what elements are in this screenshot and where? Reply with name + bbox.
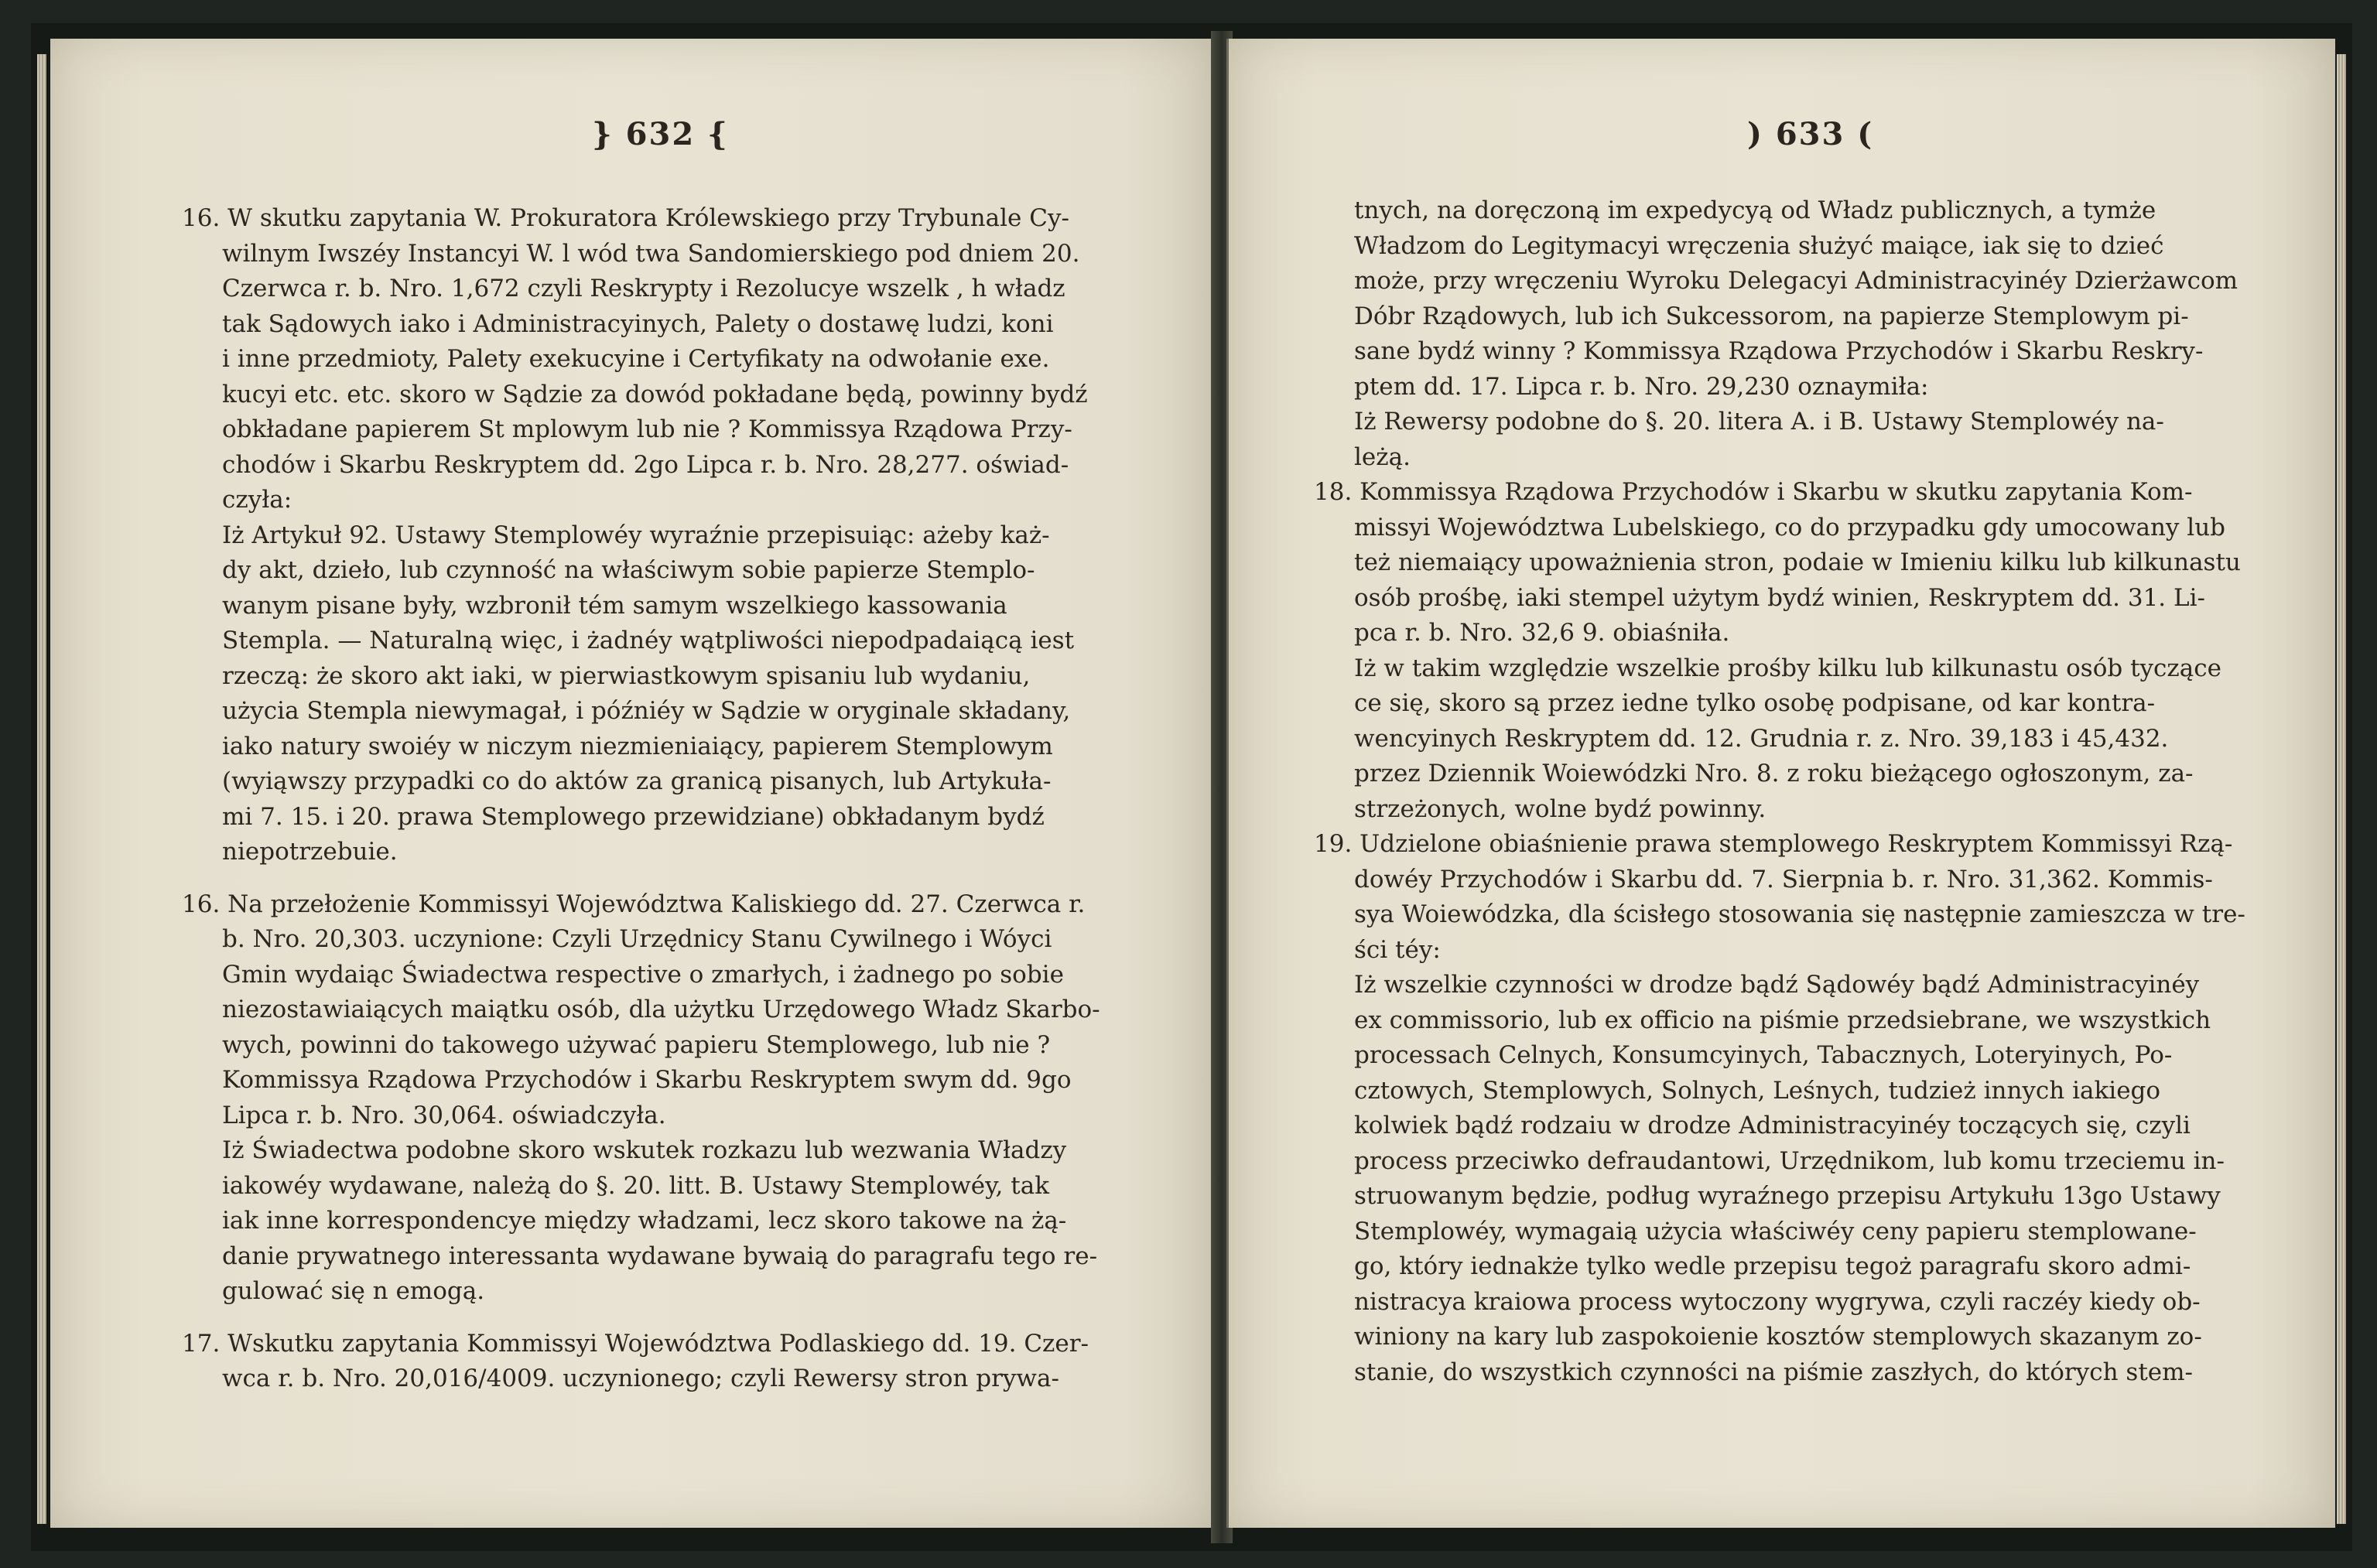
text-line: processach Celnych, Konsumcyinych, Tabacznych, Loteryinych, Po- xyxy=(1354,1041,2173,1069)
right-page xyxy=(1226,39,2335,1528)
text-line: osób prośbę, iaki stempel użytym bydź winien, Reskryptem dd. 31. Li- xyxy=(1354,583,2205,612)
text-line: struowanym będzie, podług wyraźnego przepisu Artykułu 13go Ustawy xyxy=(1354,1182,2221,1210)
text-line: przez Dziennik Woiewódzki Nro. 8. z roku bieżącego ogłoszonym, za- xyxy=(1354,760,2194,787)
text-line: missyi Województwa Lubelskiego, co do przypadku gdy umocowany lub xyxy=(1354,513,2226,541)
text-line: 17. Wskutku zapytania Kommissyi Województwa Podlaskiego dd. 19. Czer- xyxy=(182,1329,1089,1358)
text-line: wanym pisane były, wzbronił tém samym wszelkiego kassowania xyxy=(222,591,1007,620)
text-line: winiony na kary lub zaspokoienie kosztów stemplowych skazanym zo- xyxy=(1354,1323,2202,1351)
text-line: dy akt, dzieło, lub czynność na właściwym sobie papierze Stemplo- xyxy=(222,556,1035,584)
text-line: leżą. xyxy=(1354,442,1411,471)
text-line: stanie, do wszystkich czynności na piśmie zaszłych, do których stem- xyxy=(1354,1358,2194,1386)
text-line: chodów i Skarbu Reskryptem dd. 2go Lipca r. b. Nro. 28,277. oświad- xyxy=(222,450,1069,479)
book-spread xyxy=(31,23,2352,1551)
text-line: 16. Na przełożenie Kommissyi Województwa Kaliskiego dd. 27. Czerwca r. xyxy=(182,890,1086,918)
text-line: czyła: xyxy=(222,486,292,514)
text-line: Gmin wydaiąc Świadectwa respective o zmarłych, i żadnego po sobie xyxy=(222,960,1064,989)
text-line: Stemplowéy, wymagaią użycia właściwéy ceny papieru stemplowane- xyxy=(1354,1217,2197,1245)
text-line: Czerwca r. b. Nro. 1,672 czyli Reskrypty i Rezolucye wszelk , h władz xyxy=(222,275,1065,302)
text-line: ści téy: xyxy=(1354,935,1441,964)
text-line: też niemaiący upoważnienia stron, podaie w Imieniu kilku lub kilkunastu xyxy=(1354,548,2241,576)
page-edges-left xyxy=(37,54,46,1524)
text-line: cztowych, Stemplowych, Solnych, Leśnych, tudzież innych iakiego xyxy=(1354,1076,2161,1105)
text-line: i inne przedmioty, Palety exekucyine i Certyfikaty na odwołanie exe. xyxy=(222,345,1050,373)
text-line: Iż w takim względzie wszelkie prośby kilku lub kilkunastu osób tyczące xyxy=(1354,654,2221,682)
text-line: 18. Kommissya Rządowa Przychodów i Skarbu w skutku zapytania Kom- xyxy=(1314,478,2193,506)
page-number-left: } 632 { xyxy=(592,116,729,152)
text-line: ce się, skoro są przez iedne tylko osobę podpisane, od kar kontra- xyxy=(1354,689,2156,717)
text-line: Kommissya Rządowa Przychodów i Skarbu Reskryptem swym dd. 9go xyxy=(222,1066,1072,1094)
text-line: kucyi etc. etc. skoro w Sądzie za dowód pokładane będą, powinny bydź xyxy=(222,380,1088,408)
text-line: wych, powinni do takowego używać papieru Stemplowego, lub nie ? xyxy=(222,1030,1051,1059)
text-line: b. Nro. 20,303. uczynione: Czyli Urzędnicy Stanu Cywilnego i Wóyci xyxy=(222,925,1052,953)
text-line: process przeciwko defraudantowi, Urzędnikom, lub komu trzeciemu in- xyxy=(1354,1146,2225,1175)
text-line: Lipca r. b. Nro. 30,064. oświadczyła. xyxy=(222,1101,666,1129)
text-line: strzeżonych, wolne bydź powinny. xyxy=(1354,794,1767,823)
right-page-text xyxy=(1314,193,2289,1390)
text-line: sya Woiewódzka, dla ścisłego stosowania się następnie zamieszcza w tre- xyxy=(1354,900,2245,928)
text-line: pca r. b. Nro. 32,6 9. obiaśniła. xyxy=(1354,619,1730,647)
text-line: iako natury swoiéy w niczym niezmieniaiący, papierem Stemplowym xyxy=(222,732,1053,760)
text-line: tnych, na doręczoną im expedycyą od Władz publicznych, a tymże xyxy=(1354,196,2156,224)
text-line: go, który iednakże tylko wedle przepisu tegoż paragrafu skoro admi- xyxy=(1354,1252,2191,1280)
left-page-text xyxy=(182,201,1217,1397)
text-line: danie prywatnego interessanta wydawane bywaią do paragrafu tego re- xyxy=(222,1242,1098,1270)
text-line: rzeczą: że skoro akt iaki, w pierwiastkowym spisaniu lub wydaniu, xyxy=(222,661,1031,690)
text-line: kolwiek bądź rodzaiu w drodze Administracyinéy toczących się, czyli xyxy=(1354,1112,2191,1139)
text-line: użycia Stempla niewymagał, i późniéy w Sądzie w oryginale składany, xyxy=(222,697,1071,725)
text-line: ptem dd. 17. Lipca r. b. Nro. 29,230 oznaymiła: xyxy=(1354,372,1929,401)
text-line: ex commissorio, lub ex officio na piśmie przedsiebrane, we wszystkich xyxy=(1354,1006,2211,1034)
text-line: niepotrzebuie. xyxy=(222,838,398,866)
paragraph-gap xyxy=(182,1310,1217,1327)
text-line: Iż Świadectwa podobne skoro wskutek rozkazu lub wezwania Władzy xyxy=(222,1136,1067,1164)
text-line: 16. W skutku zapytania W. Prokuratora Królewskiego przy Trybunale Cy- xyxy=(182,204,1069,232)
text-line: Iż wszelkie czynności w drodze bądź Sądowéy bądź Administracyinéy xyxy=(1354,971,2200,999)
text-line: wencyinych Reskryptem dd. 12. Grudnia r. z. Nro. 39,183 i 45,432. xyxy=(1354,724,2169,753)
text-line: wilnym Iwszéy Instancyi W. l wód twa Sandomierskiego pod dniem 20. xyxy=(222,239,1080,268)
text-line: sane bydź winny ? Kommissya Rządowa Przychodów i Skarbu Reskry- xyxy=(1354,337,2204,365)
text-line: gulować się n emogą. xyxy=(222,1277,485,1305)
text-line: Stempla. — Naturalną więc, i żadnéy wątpliwości niepodpadaiącą iest xyxy=(222,627,1075,654)
text-line: niezostawiaiących maiątku osób, dla użytku Urzędowego Władz Skarbo- xyxy=(222,996,1100,1023)
text-line: (wyiąwszy przypadki co do aktów za granicą pisanych, lub Artykuła- xyxy=(222,767,1052,795)
text-line: Władzom do Legitymacyi wręczenia służyć maiące, iak się to dzieć xyxy=(1354,231,2164,260)
text-line: mi 7. 15. i 20. prawa Stemplowego przewidziane) obkładanym bydź xyxy=(222,802,1045,831)
text-line: nistracya kraiowa process wytoczony wygrywa, czyli raczéy kiedy ob- xyxy=(1354,1287,2201,1316)
text-line: Dóbr Rządowych, lub ich Sukcessorom, na papierze Stemplowym pi- xyxy=(1354,302,2189,330)
text-line: obkładane papierem St mplowym lub nie ? Kommissya Rządowa Przy- xyxy=(222,415,1072,443)
text-line: iak inne korrespondencye między władzami, lecz skoro takowe na żą- xyxy=(222,1207,1067,1235)
text-line: Iż Rewersy podobne do §. 20. litera A. i B. Ustawy Stemplowéy na- xyxy=(1354,408,2164,436)
text-line: iakowéy wydawane, należą do §. 20. litt. B. Ustawy Stemplowéy, tak xyxy=(222,1171,1049,1200)
text-line: Iż Artykuł 92. Ustawy Stemplowéy wyraźnie przepisuiąc: ażeby każ- xyxy=(222,521,1050,549)
text-line: tak Sądowych iako i Administracyinych, Palety o dostawę ludzi, koni xyxy=(222,309,1054,338)
text-line: dowéy Przychodów i Skarbu dd. 7. Sierpnia b. r. Nro. 31,362. Kommis- xyxy=(1354,865,2213,893)
page-number-right: ) 633 ( xyxy=(1747,116,1874,152)
left-page xyxy=(50,39,1217,1528)
paragraph-gap xyxy=(182,870,1217,887)
page-edges-right xyxy=(2337,54,2346,1524)
text-line: może, przy wręczeniu Wyroku Delegacyi Administracyinéy Dzierżawcom xyxy=(1354,267,2238,295)
text-line: wca r. b. Nro. 20,016/4009. uczynionego; czyli Rewersy stron prywa- xyxy=(222,1365,1059,1392)
text-line: 19. Udzielone obiaśnienie prawa stemplowego Reskryptem Kommissyi Rzą- xyxy=(1314,830,2233,858)
